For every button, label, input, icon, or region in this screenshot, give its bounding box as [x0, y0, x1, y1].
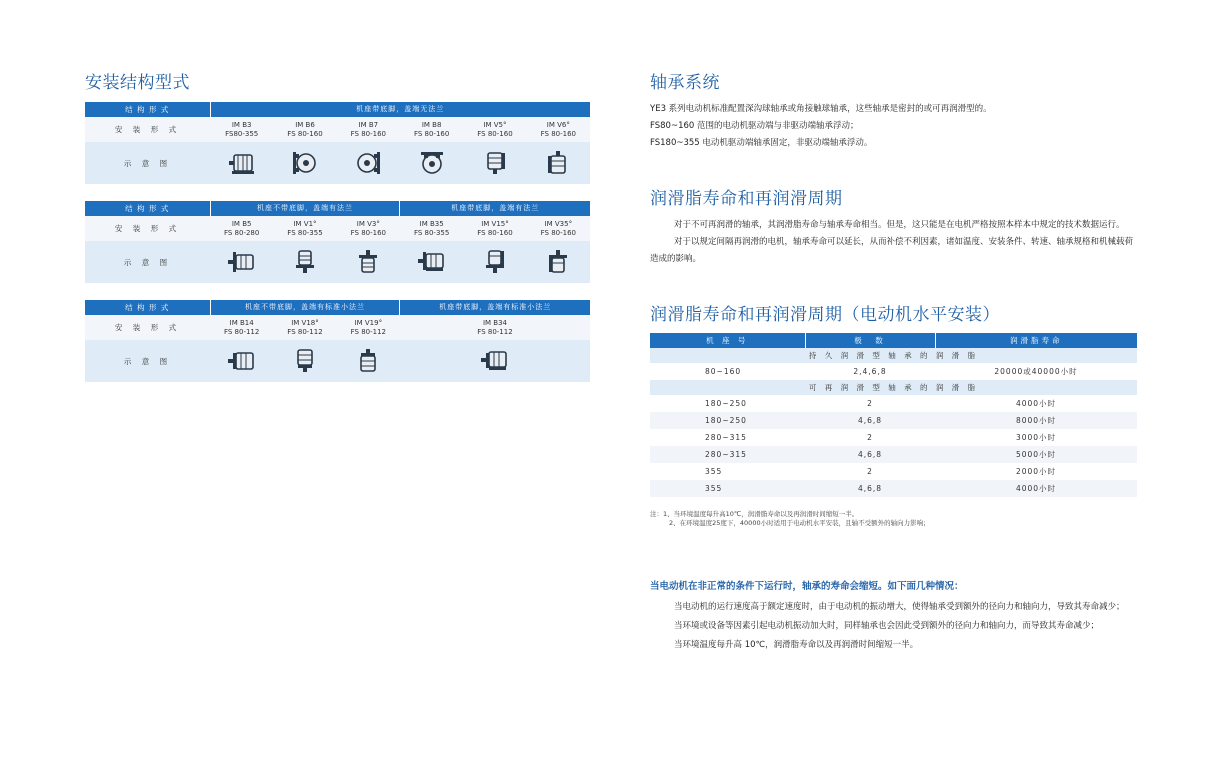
group-header: 机座不带底脚，盖端有法兰	[210, 201, 400, 216]
mount-cell: IM B5 FS 80-280	[210, 216, 273, 241]
note-line: 注：1、当环境温度每升高10℃，润滑脂寿命以及再润滑时间缩短一半。	[650, 510, 859, 518]
abnormal-paragraph: 当电动机的运行速度高于额定速度时，由于电动机的振动增大，使得轴承受到额外的径向力和轴向力，导致其寿命减少；	[674, 602, 1125, 612]
table-row: 180~250 4,6,8 8000小时	[650, 412, 1137, 429]
structure-label: 结 构 形 式	[85, 300, 210, 315]
flange-motor-down-icon	[290, 249, 320, 275]
grease-paragraph: 对于以规定间隔再润滑的电机，轴承寿命可以延长，从而补偿不利因素，诸如温度、安装条件、转速、轴承规格和机械载荷造成的影响。	[650, 237, 1134, 264]
foot-motor-wall-icon	[353, 150, 383, 176]
mount-cell: IM V1° FS 80-355	[273, 216, 336, 241]
mount-cell: IM V18° FS 80-112	[273, 315, 336, 340]
mounting-table-2	[85, 201, 590, 283]
mount-cell: IM B34 FS 80-112	[400, 315, 590, 340]
mount-cell: IM B14 FS 80-112	[210, 315, 273, 340]
mount-cell: IM V6° FS 80-160	[527, 117, 590, 142]
table-subheader: 可 再 润 滑 型 轴 承 的 润 滑 脂	[650, 380, 1137, 395]
note-line: 2、在环境温度25度下，40000小时适用于电动机水平安装，且轴不受额外的轴向力影响；	[669, 519, 930, 527]
abnormal-title: 当电动机在非正常的条件下运行时，轴承的寿命会缩短。如下面几种情况：	[650, 581, 964, 592]
bearing-line: FS180~355 电动机驱动端轴承固定，非驱动端轴承浮动。	[650, 138, 873, 148]
foot-flange-motor-side-icon	[417, 249, 447, 275]
group-header: 机座不带底脚，盖端有标准小法兰	[210, 300, 400, 315]
table-row: 280~315 2 3000小时	[705, 433, 1057, 442]
foot-small-flange-motor-side-icon	[480, 348, 510, 374]
grease-life-table	[650, 333, 1137, 497]
grease-paragraph: 对于不可再润滑的轴承，其润滑脂寿命与轴承寿命相当。但是，这只能是在电机严格按照本样本中规定的技术数据运行。	[674, 220, 1125, 230]
mounting-table-1	[85, 102, 590, 184]
structure-label: 结 构 形 式	[85, 201, 210, 216]
foot-motor-side-icon	[227, 150, 257, 176]
group-header: 机座带底脚，盖端有标准小法兰	[400, 300, 590, 315]
abnormal-paragraph: 当环境温度每升高 10℃，润滑脂寿命以及再润滑时间缩短一半。	[674, 640, 919, 650]
table-subheader: 持 久 润 滑 型 轴 承 的 润 滑 脂	[650, 348, 1137, 363]
table-header: 润滑脂寿命	[935, 333, 1137, 348]
small-flange-motor-down-icon	[290, 348, 320, 374]
mount-cell: IM B6 FS 80-160	[273, 117, 336, 142]
foot-motor-vertical-up-icon	[543, 150, 573, 176]
mount-cell: IM B35 FS 80-355	[400, 216, 463, 241]
horizontal-title: 润滑脂寿命和再润滑周期（电动机水平安装）	[650, 305, 1000, 325]
mount-cell: IM B8 FS 80-160	[400, 117, 463, 142]
bearing-title: 轴承系统	[650, 73, 720, 93]
flange-motor-side-icon	[227, 249, 257, 275]
mount-cell: IM V35° FS 80-160	[527, 216, 590, 241]
right-page	[650, 68, 1140, 655]
table-row: 80~160 2,4,6,8 20000或40000小时	[705, 367, 1078, 376]
table-row: 180~250 2 4000小时	[705, 399, 1057, 408]
small-flange-motor-up-icon	[353, 348, 383, 374]
mounting-title: 安装结构型式	[85, 73, 190, 93]
foot-flange-motor-down-icon	[480, 249, 510, 275]
table-row: 280~315 4,6,8 5000小时	[650, 446, 1137, 463]
foot-motor-vertical-icon	[480, 150, 510, 176]
grease-title: 润滑脂寿命和再润滑周期	[650, 189, 843, 209]
foot-motor-ceiling-icon	[417, 150, 447, 176]
table-notes	[650, 510, 1140, 528]
abnormal-paragraph: 当环境或设备等因素引起电动机振动加大时，同样轴承也会因此受到额外的径向力和轴向力，而导致其寿命减少；	[674, 621, 1100, 631]
diagram-label: 示 意 图	[85, 340, 210, 382]
bearing-line: FS80~160 范围的电动机驱动端与非驱动端轴承浮动；	[650, 121, 859, 131]
table-row: 355 2 2000小时	[705, 467, 1057, 476]
small-flange-motor-side-icon	[227, 348, 257, 374]
mount-label: 安 装 形 式	[85, 315, 210, 340]
structure-label: 结 构 形 式	[85, 102, 210, 117]
left-page	[85, 68, 590, 399]
mount-cell: IM V3° FS 80-160	[337, 216, 400, 241]
group-header: 机座带底脚，盖端有法兰	[400, 201, 590, 216]
mount-cell: IM B7 FS 80-160	[337, 117, 400, 142]
mount-cell: IM V15° FS 80-160	[463, 216, 526, 241]
mount-cell: IM V19° FS 80-112	[337, 315, 400, 340]
mounting-table-3	[85, 300, 590, 382]
mount-cell: IM V5° FS 80-160	[463, 117, 526, 142]
diagram-label: 示 意 图	[85, 241, 210, 283]
mount-label: 安 装 形 式	[85, 216, 210, 241]
group-header: 机座带底脚，盖端无法兰	[210, 102, 590, 117]
mount-cell: IM B3 FS80-355	[210, 117, 273, 142]
table-row: 355 4,6,8 4000小时	[650, 480, 1137, 497]
table-header: 极 数	[805, 333, 935, 348]
foot-motor-wall-icon	[290, 150, 320, 176]
diagram-label: 示 意 图	[85, 142, 210, 184]
table-header: 机 座 号	[650, 333, 805, 348]
mount-label: 安 装 形 式	[85, 117, 210, 142]
foot-flange-motor-up-icon	[543, 249, 573, 275]
flange-motor-up-icon	[353, 249, 383, 275]
bearing-line: YE3 系列电动机标准配置深沟球轴承或角接触球轴承，这些轴承是密封的或可再润滑型的。	[650, 104, 992, 114]
